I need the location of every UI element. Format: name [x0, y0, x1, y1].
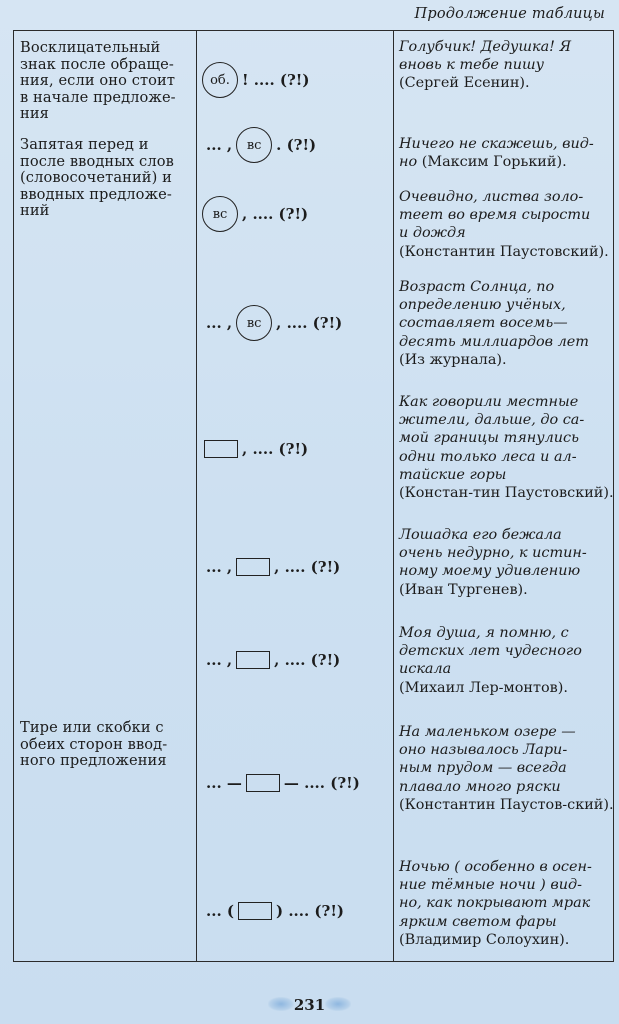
scheme-7: ... , , .... (?!) [206, 651, 341, 669]
example-3: Очевидно, листва золо- теет во время сырости и дождя (Константин Паустовский). [399, 189, 609, 260]
example-2: Ничего не скажешь, вид- но (Максим Горький). [399, 136, 594, 171]
sentence-box-icon [236, 558, 270, 576]
introductory-circle-icon: вс [236, 305, 272, 341]
rule-exclamation-after-address: Восклицательный знак после обраще- ния, если оно стоит в начале предложе- ния [20, 39, 176, 122]
example-9: Ночью ( особенно в осен- ние тёмные ночи ) вид- но, как покрывают мрак ярким светом фары (Владимир Солоухин). [399, 859, 592, 948]
scheme-9: ... ( ) .... (?!) [206, 902, 344, 920]
example-7: Моя душа, я помню, с детских лет чудесного искала (Михаил Лер-монтов). [399, 625, 582, 696]
scheme-6: ... , , .... (?!) [206, 558, 341, 576]
page-number: 231 [293, 996, 326, 1014]
continuation-label: Продолжение таблицы [414, 6, 605, 22]
sentence-box-icon [238, 902, 272, 920]
example-4: Возраст Солнца, по определению учёных, составляет восемь— десять миллиардов лет (Из журнала). [399, 279, 589, 368]
example-1: Голубчик! Дедушка! Я вновь к тебе пишу (Сергей Есенин). [399, 39, 572, 92]
scheme-8: ... — — .... (?!) [206, 774, 360, 792]
scheme-5: , .... (?!) [204, 440, 308, 458]
example-8: На маленьком озере — оно называлось Лари- ным прудом — всегда плавало много ряски (Константин Паустов-ский). [399, 724, 614, 813]
page-number-ornament-right [325, 997, 351, 1011]
scheme-4: ... , вс , .... (?!) [206, 305, 342, 341]
sentence-box-icon [236, 651, 270, 669]
rule-comma-introductory-words: Запятая перед и после вводных слов (словосочетаний) и вводных предложе- ний [20, 136, 174, 219]
page-number-ornament-left [268, 997, 294, 1011]
scheme-1: об. ! .... (?!) [202, 62, 310, 98]
example-5: Как говорили местные жители, дальше, до са- мой границы тянулись одни только леса и ал- тайские горы (Констан-тин Паустовский). [399, 394, 614, 502]
rule-dash-or-brackets: Тире или скобки с обеих сторон ввод- ного предложения [20, 719, 168, 769]
introductory-circle-icon: вс [236, 127, 272, 163]
address-circle-icon: об. [202, 62, 238, 98]
scheme-2: ... , вс . (?!) [206, 127, 316, 163]
sentence-box-icon [204, 440, 238, 458]
column-divider-left [196, 31, 197, 961]
sentence-box-icon [246, 774, 280, 792]
column-divider-right [393, 31, 394, 961]
introductory-circle-icon: вс [202, 196, 238, 232]
example-6: Лошадка его бежала очень недурно, к истин- ному моему удивлению (Иван Тургенев). [399, 527, 587, 598]
scheme-3: вс , .... (?!) [202, 196, 308, 232]
